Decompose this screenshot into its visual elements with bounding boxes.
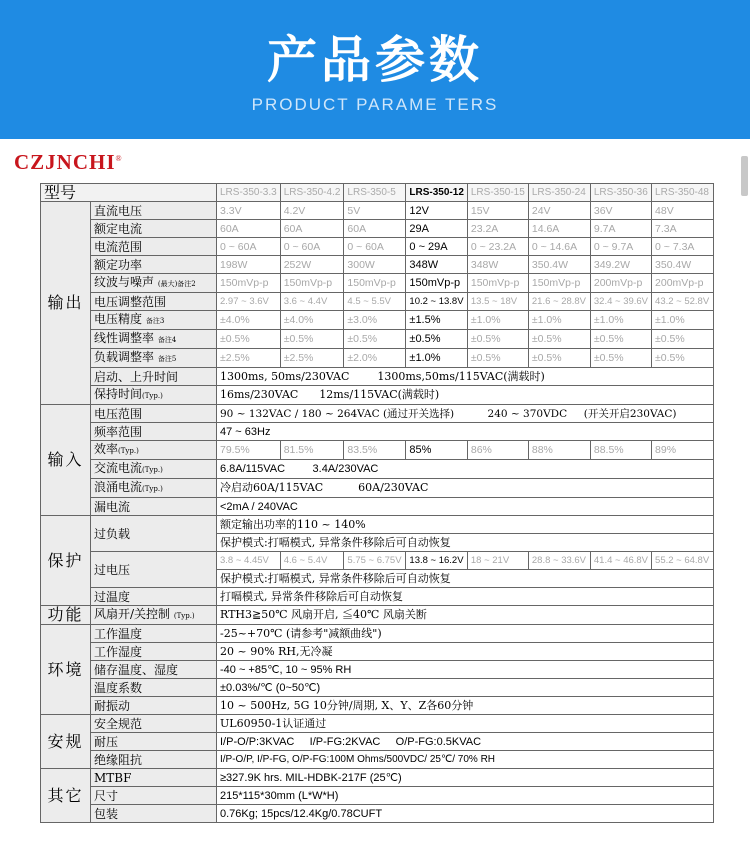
cell: ±2.0% — [344, 349, 406, 368]
row-label — [91, 606, 217, 625]
cell: 32.4 ~ 39.6V — [590, 293, 651, 311]
cell: ±0.5% — [344, 330, 406, 349]
cell: 300W — [344, 256, 406, 274]
cell: 350.4W — [528, 256, 590, 274]
cell: ±0.5% — [528, 330, 590, 349]
cell: 3.8 ~ 4.45V — [217, 552, 281, 570]
input-row — [41, 405, 714, 423]
cell: 5.75 ~ 6.75V — [344, 552, 406, 570]
other-row — [41, 787, 714, 805]
cell: 14.6A — [528, 220, 590, 238]
row-label: 耐振动 — [91, 697, 217, 715]
row-label: 安全规范 — [91, 715, 217, 733]
cell: ±0.5% — [280, 330, 344, 349]
label-text: 浪涌电流 — [94, 480, 143, 494]
cell: 79.5% — [217, 441, 281, 460]
cell: 9.7A — [590, 220, 651, 238]
fan-value: RTH3≧50℃ 风扇开启, ≦40℃ 风扇关断 — [217, 606, 714, 625]
cell: 4.6 ~ 5.4V — [280, 552, 344, 570]
protection-row — [41, 516, 714, 534]
row-label: 电流范围 — [91, 238, 217, 256]
env-value: -40 ~ +85℃, 10 ~ 95% RH — [217, 661, 714, 679]
output-row — [41, 202, 714, 220]
row-label: 额定功率 — [91, 256, 217, 274]
cell: 0 ~ 14.6A — [528, 238, 590, 256]
model-label: 型号 — [41, 184, 217, 202]
label-note: (Typ.) — [142, 466, 163, 474]
model-name: LRS-350-48 — [652, 184, 714, 202]
row-label — [91, 460, 217, 479]
cell: 0 ~ 60A — [280, 238, 344, 256]
category-environment: 环境 — [41, 625, 91, 715]
label-text: 风扇开/关控制 — [94, 607, 171, 621]
category-safety: 安规 — [41, 715, 91, 769]
cell: 198W — [217, 256, 281, 274]
output-row — [41, 220, 714, 238]
cell: 13.8 ~ 16.2V — [406, 552, 467, 570]
cell: 28.8 ~ 33.6V — [528, 552, 590, 570]
cell: 252W — [280, 256, 344, 274]
cell: 60A — [217, 220, 281, 238]
environment-row — [41, 697, 714, 715]
cell: ±0.5% — [467, 330, 528, 349]
label-note: (Typ.) — [142, 392, 163, 400]
cell: 89% — [652, 441, 714, 460]
row-label: 电压调整范围 — [91, 293, 217, 311]
cell: 0 ~ 9.7A — [590, 238, 651, 256]
input-voltage-value: 90 ~ 132VAC / 180 ~ 264VAC (通过开关选择) 240 ~ 370VDC (开关开启230VAC) — [217, 405, 714, 423]
safety-row — [41, 715, 714, 733]
environment-row — [41, 643, 714, 661]
row-label — [91, 479, 217, 498]
overload-mode: 保护模式:打嗝模式, 异常条件移除后可自动恢复 — [217, 534, 714, 552]
label-note: (Typ.) — [118, 447, 139, 455]
cell: ±0.5% — [652, 330, 714, 349]
cell: 41.4 ~ 46.8V — [590, 552, 651, 570]
cell: 43.2 ~ 52.8V — [652, 293, 714, 311]
cell: ±0.5% — [528, 349, 590, 368]
category-protection: 保护 — [41, 516, 91, 606]
row-label: 启动、上升时间 — [91, 368, 217, 386]
ovp-mode: 保护模式:打嗝模式, 异常条件移除后可自动恢复 — [217, 570, 714, 588]
cell: 348W — [406, 256, 467, 274]
cell: ±0.5% — [652, 349, 714, 368]
env-value: 10 ~ 500Hz, 5G 10分钟/周期, X、Y、Z各60分钟 — [217, 697, 714, 715]
other-value: 0.76Kg; 15pcs/12.4Kg/0.78CUFT — [217, 805, 714, 823]
row-label: MTBF — [91, 769, 217, 787]
model-name: LRS-350-4.2 — [280, 184, 344, 202]
label-text: 电压精度 — [94, 312, 143, 326]
cell: ±1.0% — [590, 311, 651, 330]
model-name-highlighted: LRS-350-12 — [406, 184, 467, 202]
cell: 0 ~ 60A — [344, 238, 406, 256]
cell: ±0.5% — [590, 349, 651, 368]
input-row — [41, 441, 714, 460]
cell: 150mVp-p — [280, 274, 344, 293]
cell: 55.2 ~ 64.8V — [652, 552, 714, 570]
cell: 81.5% — [280, 441, 344, 460]
cell: ±1.0% — [652, 311, 714, 330]
other-row — [41, 805, 714, 823]
output-row — [41, 330, 714, 349]
label-note: 备注5 — [157, 355, 177, 363]
cell: 15V — [467, 202, 528, 220]
row-label: 频率范围 — [91, 423, 217, 441]
row-label — [91, 386, 217, 405]
spec-table — [40, 183, 714, 823]
safety-row — [41, 733, 714, 751]
cell: 85% — [406, 441, 467, 460]
row-label: 直流电压 — [91, 202, 217, 220]
cell: 23.2A — [467, 220, 528, 238]
overload-value: 额定输出功率的110 ~ 140% — [217, 516, 714, 534]
cell: 13.5 ~ 18V — [467, 293, 528, 311]
cell: ±2.5% — [280, 349, 344, 368]
output-row — [41, 368, 714, 386]
row-label — [91, 274, 217, 293]
hold-value: 16ms/230VAC 12ms/115VAC(满载时) — [217, 386, 714, 405]
cell: 350.4W — [652, 256, 714, 274]
row-label: 温度系数 — [91, 679, 217, 697]
label-note: 备注4 — [157, 336, 177, 344]
cell: 0 ~ 23.2A — [467, 238, 528, 256]
cell: 86% — [467, 441, 528, 460]
cell: ±2.5% — [217, 349, 281, 368]
row-label: 包装 — [91, 805, 217, 823]
cell: 3.6 ~ 4.4V — [280, 293, 344, 311]
row-label: 工作湿度 — [91, 643, 217, 661]
cell: 348W — [467, 256, 528, 274]
cell: 60A — [344, 220, 406, 238]
cell: 10.2 ~ 13.8V — [406, 293, 467, 311]
safety-value: UL60950-1认证通过 — [217, 715, 714, 733]
cell: 60A — [280, 220, 344, 238]
label-text: 效率 — [94, 442, 119, 456]
other-value: ≥327.9K hrs. MIL-HDBK-217F (25℃) — [217, 769, 714, 787]
cell: 0 ~ 29A — [406, 238, 467, 256]
cell: 5V — [344, 202, 406, 220]
brand-name: CZJNCHI — [14, 150, 116, 174]
cell: 150mVp-p — [467, 274, 528, 293]
model-name: LRS-350-15 — [467, 184, 528, 202]
cell: ±0.5% — [217, 330, 281, 349]
cell: 3.3V — [217, 202, 281, 220]
output-row — [41, 293, 714, 311]
label-text: 线性调整率 — [94, 331, 155, 345]
environment-row — [41, 625, 714, 643]
protection-row — [41, 588, 714, 606]
label-text: 负载调整率 — [94, 350, 155, 364]
cell: 150mVp-p — [406, 274, 467, 293]
label-note: 备注3 — [145, 317, 165, 325]
cell: 29A — [406, 220, 467, 238]
safety-value: I/P-O/P, I/P-FG, O/P-FG:100M Ohms/500VDC/ 25℃/ 70% RH — [217, 751, 714, 769]
cell: 2.97 ~ 3.6V — [217, 293, 281, 311]
cell: ±4.0% — [280, 311, 344, 330]
cell: 150mVp-p — [344, 274, 406, 293]
model-name: LRS-350-5 — [344, 184, 406, 202]
model-name: LRS-350-3.3 — [217, 184, 281, 202]
environment-row — [41, 661, 714, 679]
cell: ±0.5% — [467, 349, 528, 368]
output-row — [41, 311, 714, 330]
scrollbar[interactable] — [741, 156, 748, 196]
category-function: 功能 — [41, 606, 91, 625]
banner-title: 产品参数 — [267, 31, 483, 89]
safety-row — [41, 751, 714, 769]
label-note: (Typ.) — [173, 612, 195, 620]
brand-logo — [14, 150, 123, 175]
inrush-value: 冷启动60A/115VAC 60A/230VAC — [217, 479, 714, 498]
input-row — [41, 479, 714, 498]
otp-value: 打嗝模式, 异常条件移除后可自动恢复 — [217, 588, 714, 606]
output-row — [41, 256, 714, 274]
env-value: 20 ~ 90% RH,无冷凝 — [217, 643, 714, 661]
cell: 200mVp-p — [590, 274, 651, 293]
label-note: (最大)备注2 — [157, 280, 196, 288]
cell: 200mVp-p — [652, 274, 714, 293]
row-label: 绝缘阻抗 — [91, 751, 217, 769]
row-label: 过温度 — [91, 588, 217, 606]
leak-value: <2mA / 240VAC — [217, 498, 714, 516]
cell: ±3.0% — [344, 311, 406, 330]
model-name: LRS-350-24 — [528, 184, 590, 202]
ac-current-value: 6.8A/115VAC 3.4A/230VAC — [217, 460, 714, 479]
cell: 349.2W — [590, 256, 651, 274]
protection-row — [41, 552, 714, 570]
cell: ±1.0% — [467, 311, 528, 330]
startup-value: 1300ms, 50ms/230VAC 1300ms,50ms/115VAC(满载时) — [217, 368, 714, 386]
function-row — [41, 606, 714, 625]
environment-row — [41, 679, 714, 697]
cell: 0 ~ 7.3A — [652, 238, 714, 256]
model-row — [41, 184, 714, 202]
banner-subtitle: PRODUCT PARAME TERS — [251, 95, 499, 114]
category-output: 输出 — [41, 202, 91, 405]
cell: 18 ~ 21V — [467, 552, 528, 570]
category-other: 其它 — [41, 769, 91, 823]
label-text: 交流电流 — [94, 461, 143, 475]
cell: ±0.5% — [406, 330, 467, 349]
row-label: 额定电流 — [91, 220, 217, 238]
row-label: 耐压 — [91, 733, 217, 751]
cell: 88% — [528, 441, 590, 460]
category-input: 输入 — [41, 405, 91, 516]
output-row — [41, 238, 714, 256]
input-row — [41, 498, 714, 516]
input-row — [41, 423, 714, 441]
cell: 24V — [528, 202, 590, 220]
model-name: LRS-350-36 — [590, 184, 651, 202]
cell: 88.5% — [590, 441, 651, 460]
other-value: 215*115*30mm (L*W*H) — [217, 787, 714, 805]
cell: 48V — [652, 202, 714, 220]
row-label: 尺寸 — [91, 787, 217, 805]
row-label — [91, 441, 217, 460]
input-row — [41, 460, 714, 479]
cell: 12V — [406, 202, 467, 220]
safety-value: I/P-O/P:3KVAC I/P-FG:2KVAC O/P-FG:0.5KVAC — [217, 733, 714, 751]
cell: 0 ~ 60A — [217, 238, 281, 256]
cell: ±1.0% — [528, 311, 590, 330]
cell: 21.6 ~ 28.8V — [528, 293, 590, 311]
row-label: 电压范围 — [91, 405, 217, 423]
cell: ±1.5% — [406, 311, 467, 330]
cell: 150mVp-p — [217, 274, 281, 293]
cell: 150mVp-p — [528, 274, 590, 293]
row-label — [91, 330, 217, 349]
other-row — [41, 769, 714, 787]
output-row — [41, 386, 714, 405]
row-label: 过负载 — [91, 516, 217, 552]
row-label: 储存温度、湿度 — [91, 661, 217, 679]
row-label — [91, 349, 217, 368]
label-text: 保持时间 — [94, 387, 143, 401]
label-text: 纹波与噪声 — [94, 275, 155, 289]
freq-value: 47 ~ 63Hz — [217, 423, 714, 441]
cell: ±0.5% — [590, 330, 651, 349]
cell: 36V — [590, 202, 651, 220]
row-label: 漏电流 — [91, 498, 217, 516]
row-label: 过电压 — [91, 552, 217, 588]
registered-mark: ® — [115, 154, 123, 163]
cell: 83.5% — [344, 441, 406, 460]
cell: 4.5 ~ 5.5V — [344, 293, 406, 311]
title-banner — [0, 0, 750, 139]
row-label: 工作温度 — [91, 625, 217, 643]
env-value: ±0.03%/℃ (0~50℃) — [217, 679, 714, 697]
output-row — [41, 349, 714, 368]
row-label — [91, 311, 217, 330]
cell: 7.3A — [652, 220, 714, 238]
output-row — [41, 274, 714, 293]
label-note: (Typ.) — [142, 485, 163, 493]
cell: ±1.0% — [406, 349, 467, 368]
cell: ±4.0% — [217, 311, 281, 330]
env-value: -25~+70℃ (请参考"减额曲线") — [217, 625, 714, 643]
cell: 4.2V — [280, 202, 344, 220]
